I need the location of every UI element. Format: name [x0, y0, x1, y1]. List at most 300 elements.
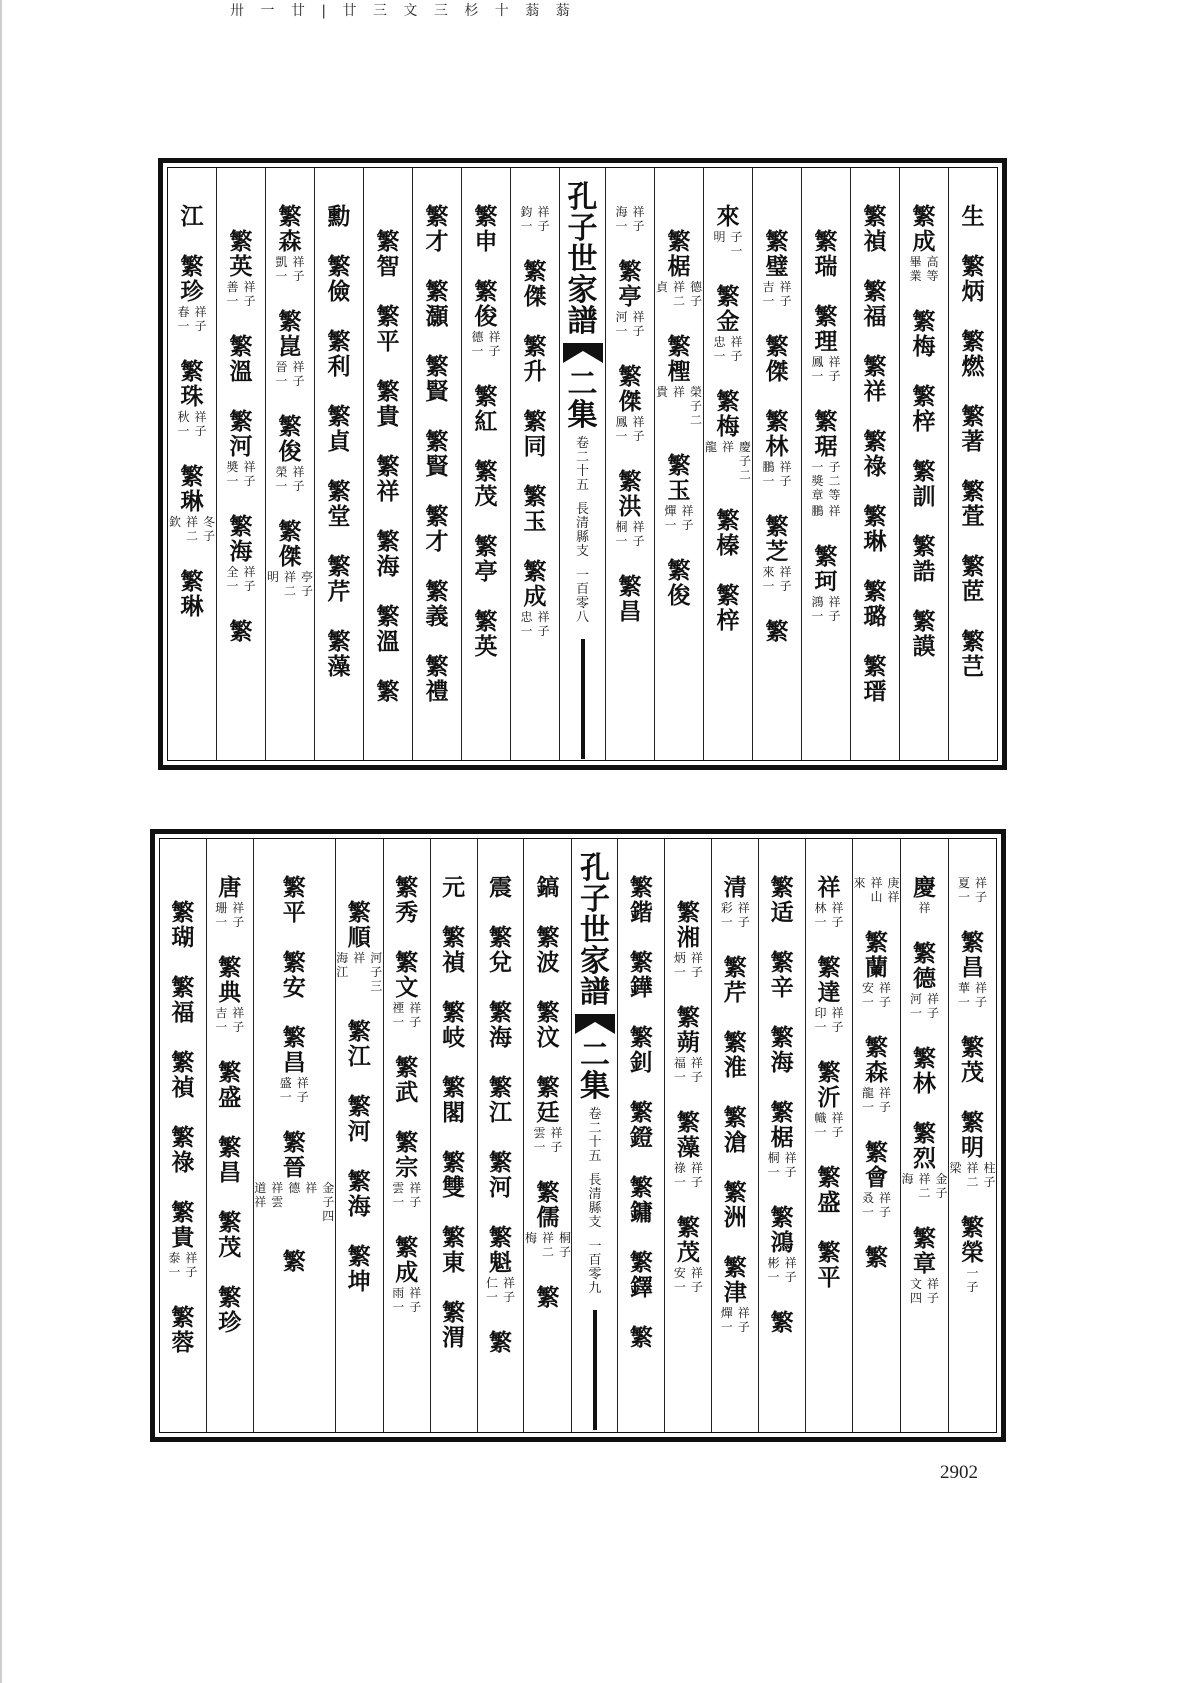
annotation-line: 祥 子	[681, 504, 694, 532]
name-entry: 申	[474, 228, 498, 255]
annotation-note	[486, 1276, 516, 1304]
name-entry: 蒴	[676, 1029, 700, 1056]
annotation-line: 貞	[655, 280, 668, 294]
name-entry: 檉	[667, 358, 691, 385]
name-entry: 秀	[395, 899, 419, 926]
annotation-line: 海 江	[336, 951, 349, 979]
annotation-line: 全 一	[226, 565, 239, 593]
spine-branch-char: 清	[575, 516, 589, 531]
name-entry: 繁	[865, 1244, 888, 1271]
annotation-note	[909, 255, 939, 283]
name-entry: 繁	[723, 1179, 747, 1206]
fish-tail-mark	[575, 1014, 615, 1034]
annotation-note	[254, 1181, 335, 1223]
name-entry: 崑	[278, 333, 302, 360]
genealogy-column	[664, 839, 711, 1432]
annotation-line: 祥 子	[409, 1001, 422, 1029]
genealogy-column	[168, 168, 216, 760]
annotation-line: 德 一	[471, 330, 484, 358]
spine-page-char: 百	[575, 582, 589, 597]
name-entry: 繁	[536, 1179, 560, 1206]
name-entry: 繁	[442, 924, 466, 951]
annotation-note	[767, 1151, 797, 1179]
annotation-note	[762, 460, 792, 488]
annotation-line: 林 一	[814, 901, 827, 929]
annotation-note	[392, 1181, 422, 1209]
annotation-line: 子 二 等	[828, 460, 841, 502]
annotation-line: 雨 一	[392, 1286, 405, 1314]
name-entry: 芝	[765, 538, 789, 565]
annotation-line: 鵬	[811, 504, 824, 518]
annotation-line: 燀 一	[720, 1306, 733, 1334]
annotation-note	[275, 465, 305, 493]
name-entry: 繁	[863, 278, 887, 305]
spine-volume-char: 卷	[588, 1107, 602, 1122]
name-entry: 繁	[442, 1149, 466, 1176]
spine-volume-char: 二	[575, 450, 589, 465]
annotation-note	[392, 1001, 422, 1029]
genealogy-column	[605, 168, 654, 760]
genealogy-column	[383, 839, 430, 1432]
genealogy-column	[899, 168, 948, 760]
annotation-line: 仁 一	[486, 1276, 499, 1304]
annotation-line: 祥 子	[632, 205, 645, 233]
annotation-line: 道 祥	[254, 1181, 267, 1209]
annotation-line: 祥 子	[779, 565, 792, 593]
annotation-line: 祥 子	[503, 1276, 516, 1304]
annotation-line: 奬 一	[226, 460, 239, 488]
annotation-line: 祥 子	[690, 1056, 703, 1084]
name-entry: 繁	[912, 203, 936, 230]
annotation-line: 祥 子	[194, 410, 207, 438]
annotation-note	[615, 415, 645, 443]
name-entry: 晉	[282, 1154, 306, 1181]
name-entry: 椐	[770, 1124, 794, 1151]
name-entry: 禎	[442, 949, 466, 976]
genealogy-page-bottom	[150, 829, 1006, 1442]
annotation-line: 文 四	[909, 1277, 922, 1305]
annotation-line: 祥 子	[690, 1161, 703, 1189]
name-entry: 玉	[523, 508, 547, 535]
name-entry: 繁	[229, 408, 253, 435]
name-entry: 萓	[961, 503, 985, 530]
name-entry: 訓	[912, 483, 936, 510]
page-number: 2902	[940, 1462, 978, 1483]
name-entry: 生	[961, 203, 985, 230]
name-entry: 繁	[376, 528, 400, 555]
genealogy-column	[900, 839, 948, 1432]
name-entry: 繁	[863, 428, 887, 455]
spine-rule	[593, 1310, 597, 1430]
name-entry: 梓	[912, 408, 936, 435]
name-entry: 森	[278, 228, 302, 255]
annotation-note	[918, 901, 931, 915]
genealogy-column	[206, 839, 253, 1432]
name-entry: 盛	[817, 1189, 841, 1216]
annotation-line: 祥 子	[926, 992, 939, 1020]
spine-title-char: 孔	[579, 851, 610, 886]
annotation-line: 凱 一	[275, 255, 288, 283]
name-entry: 海	[347, 1193, 371, 1220]
name-entry: 璐	[863, 603, 887, 630]
name-entry: 繁	[817, 954, 841, 981]
name-entry: 繁	[442, 1299, 466, 1326]
name-entry: 繁	[376, 378, 400, 405]
annotation-line: 龍 一	[861, 1086, 874, 1114]
name-entry: 繁	[961, 328, 985, 355]
annotation-line: 福 一	[673, 1056, 686, 1084]
name-entry: 才	[425, 528, 449, 555]
name-entry: 賢	[425, 378, 449, 405]
annotation-line: 祥 子	[926, 1277, 939, 1305]
annotation-line: 祥 子	[632, 520, 645, 548]
annotation-line: 鳳 一	[615, 415, 628, 443]
name-entry: 兌	[489, 949, 513, 976]
annotation-note	[673, 1161, 703, 1189]
name-entry: 繁	[282, 1129, 306, 1156]
name-entry: 繁	[347, 1018, 371, 1045]
name-entry: 智	[376, 253, 400, 280]
name-entry: 梅	[912, 333, 936, 360]
genealogy-column	[852, 839, 900, 1432]
spine-title-column	[559, 168, 605, 760]
name-entry: 鎬	[536, 874, 560, 901]
name-entry: 會	[865, 1164, 888, 1191]
name-entry: 茂	[961, 1059, 984, 1086]
name-entry: 繁	[282, 874, 306, 901]
annotation-line: 亭 子	[300, 570, 313, 598]
spine-title-char: 世	[567, 242, 598, 277]
genealogy-column	[216, 168, 265, 760]
annotation-note	[720, 1306, 750, 1334]
name-entry: 繁	[425, 578, 449, 605]
name-entry: 繁	[618, 363, 642, 390]
name-entry: 繁	[863, 653, 887, 680]
name-entry: 安	[282, 974, 306, 1001]
name-entry: 繁	[814, 228, 838, 255]
annotation-line: 祥	[918, 901, 931, 915]
annotation-line: 柱 子	[983, 1161, 996, 1189]
name-entry: 亭	[618, 283, 642, 310]
name-entry: 繁	[474, 203, 498, 230]
spine-volume-char: 五	[588, 1149, 602, 1164]
name-entry: 理	[814, 328, 838, 355]
name-entry: 平	[817, 1264, 841, 1291]
name-entry: 珍	[218, 1309, 242, 1336]
name-entry: 繁	[676, 1109, 700, 1136]
name-entry: 繁	[667, 557, 691, 584]
name-entry: 繁	[863, 503, 887, 530]
name-entry: 繁	[523, 333, 547, 360]
annotation-note	[168, 1251, 198, 1279]
name-entry: 繁	[629, 1249, 653, 1276]
annotation-note	[901, 1172, 948, 1200]
annotation-line: 祥 子	[632, 415, 645, 443]
name-entry: 茂	[218, 1234, 242, 1261]
name-entry: 盛	[218, 1084, 242, 1111]
name-entry: 繁	[489, 1149, 513, 1176]
name-entry: 繁	[523, 408, 547, 435]
name-entry: 亭	[474, 558, 498, 585]
name-entry: 繁	[395, 874, 419, 901]
name-entry: 繁	[425, 278, 449, 305]
name-entry: 茂	[474, 483, 498, 510]
annotation-note	[811, 355, 841, 383]
annotation-line: 彬 一	[767, 1256, 780, 1284]
annotation-note	[275, 255, 305, 283]
name-entry: 繁	[912, 608, 936, 635]
name-entry: 汶	[536, 1024, 560, 1051]
name-entry: 繁	[376, 453, 400, 480]
name-entry: 同	[523, 433, 547, 460]
name-entry: 繁	[278, 518, 302, 545]
name-entry: 義	[425, 603, 449, 630]
name-entry: 茝	[961, 578, 985, 605]
name-entry: 謨	[912, 633, 936, 660]
spine-volume-char: 十	[588, 1135, 602, 1150]
name-entry: 唐	[218, 874, 242, 901]
annotation-line: 祥	[353, 951, 366, 965]
name-entry: 才	[425, 228, 449, 255]
name-entry: 繁	[961, 1214, 984, 1241]
name-entry: 燃	[961, 353, 985, 380]
name-entry: 繁	[171, 1124, 195, 1151]
annotation-line: 祥 子	[784, 1256, 797, 1284]
name-entry: 德	[913, 965, 936, 992]
name-entry: 利	[327, 353, 351, 380]
annotation-line: 來 一	[762, 565, 775, 593]
annotation-line: 安 一	[861, 981, 874, 1009]
name-entry: 英	[474, 633, 498, 660]
name-entry: 繁	[347, 1093, 371, 1120]
name-entry: 繁	[618, 258, 642, 285]
annotation-line: 雲 一	[533, 1126, 546, 1154]
name-entry: 鐸	[629, 1274, 653, 1301]
name-entry: 玉	[667, 477, 691, 504]
name-entry: 繁	[863, 203, 887, 230]
name-entry: 著	[961, 428, 985, 455]
genealogy-column	[654, 168, 703, 760]
annotation-line: 祥 子	[974, 981, 987, 1009]
annotation-note	[853, 876, 900, 904]
name-entry: 禎	[863, 228, 887, 255]
name-entry: 儉	[327, 278, 351, 305]
genealogy-column	[711, 839, 758, 1432]
name-entry: 廷	[536, 1099, 560, 1126]
name-entry: 繁	[376, 603, 400, 630]
genealogy-column	[752, 168, 801, 760]
annotation-note	[656, 280, 703, 308]
name-entry: 繁	[961, 1034, 984, 1061]
annotation-note	[226, 280, 256, 308]
name-entry: 海	[229, 538, 253, 565]
name-entry: 璧	[765, 253, 789, 280]
name-entry: 繁	[667, 452, 691, 479]
annotation-line: 龍	[704, 440, 717, 454]
name-entry: 禮	[425, 678, 449, 705]
name-entry: 傑	[523, 283, 547, 310]
annotation-note	[720, 901, 750, 929]
annotation-line: 祥 子	[409, 1286, 422, 1314]
name-entry: 瑚	[171, 924, 195, 951]
name-entry: 繁	[218, 1284, 242, 1311]
annotation-line: 雲 一	[392, 1181, 405, 1209]
annotation-line: 祥 雲	[271, 1181, 284, 1209]
name-entry: 繁	[912, 458, 936, 485]
name-entry: 祿	[171, 1149, 195, 1176]
name-entry: 繁	[865, 1139, 888, 1166]
name-entry: 繁	[171, 1049, 195, 1076]
annotation-line: 一 子	[966, 1266, 979, 1294]
annotation-line: 夏 一	[957, 876, 970, 904]
annotation-note	[811, 595, 841, 623]
name-entry: 平	[376, 328, 400, 355]
annotation-note	[862, 1086, 892, 1114]
annotation-line: 祥 子	[878, 1086, 891, 1114]
annotation-note	[910, 992, 940, 1020]
name-entry: 繁	[218, 954, 242, 981]
name-entry: 炳	[961, 278, 985, 305]
genealogy-column	[510, 168, 559, 760]
annotation-line: 榮 一	[275, 465, 288, 493]
name-entry: 榮	[961, 1239, 984, 1266]
annotation-line: 祥 子	[243, 565, 256, 593]
name-entry: 瑞	[814, 253, 838, 280]
annotation-note	[673, 1056, 703, 1084]
name-entry: 昌	[282, 1049, 306, 1076]
name-entry: 武	[395, 1079, 419, 1106]
name-entry: 繁	[282, 1024, 306, 1051]
name-entry: 繁	[723, 954, 747, 981]
annotation-line: 河 子 三	[370, 951, 383, 993]
spine-collection-char: 集	[579, 1069, 610, 1104]
name-entry: 堂	[327, 503, 351, 530]
annotation-line: 祥	[828, 504, 841, 518]
name-entry: 閣	[442, 1099, 466, 1126]
annotation-line: 祥 二	[185, 515, 198, 543]
name-entry: 繁	[716, 283, 740, 310]
name-entry: 湘	[676, 924, 700, 951]
annotation-line: 海	[901, 1172, 914, 1186]
annotation-line: 鳳 一	[811, 355, 824, 383]
annotation-line: 畢 業	[909, 255, 922, 283]
spine-title-char: 子	[579, 882, 610, 917]
annotation-line: 秋 一	[177, 410, 190, 438]
name-entry: 繁	[395, 949, 419, 976]
name-entry: 渭	[442, 1324, 466, 1351]
annotation-line: 吉 一	[215, 1006, 228, 1034]
name-entry: 繁	[218, 1059, 242, 1086]
annotation-note	[910, 1277, 940, 1305]
name-entry: 禎	[171, 1074, 195, 1101]
name-entry: 繁	[863, 353, 887, 380]
annotation-line: 印 一	[814, 1006, 827, 1034]
name-entry: 來	[716, 203, 740, 230]
name-entry: 釗	[629, 1049, 653, 1076]
annotation-line: 祥 子	[632, 310, 645, 338]
annotation-line: 祥 子	[232, 1006, 245, 1034]
name-entry: 震	[489, 874, 513, 901]
annotation-line: 德 子	[689, 280, 702, 308]
name-entry: 繁	[229, 333, 253, 360]
name-entry: 繁	[395, 1054, 419, 1081]
name-entry: 繁	[629, 949, 653, 976]
annotation-line: 欽	[168, 515, 181, 529]
annotation-line: 河 一	[615, 310, 628, 338]
name-entry: 林	[765, 433, 789, 460]
spine-rule	[581, 639, 585, 759]
spine-collection-char: 集	[567, 398, 598, 433]
annotation-line: 祥 子	[550, 1126, 563, 1154]
name-entry: 繁	[327, 478, 351, 505]
annotation-line: 祥 二	[541, 1231, 554, 1259]
name-entry: 繁	[770, 949, 794, 976]
name-entry: 繁	[395, 1234, 419, 1261]
annotation-line: 珊 一	[215, 901, 228, 929]
annotation-line: 祥 子	[828, 355, 841, 383]
name-entry: 茂	[676, 1239, 700, 1266]
annotation-line: 春 一	[177, 305, 190, 333]
annotation-note	[267, 570, 314, 598]
name-entry: 繁	[218, 1134, 242, 1161]
name-entry: 芹	[327, 578, 351, 605]
name-entry: 繁	[961, 403, 985, 430]
annotation-line: 晉 一	[275, 360, 288, 388]
name-entry: 繁	[347, 1168, 371, 1195]
name-entry: 繁	[536, 924, 560, 951]
name-entry: 俊	[667, 582, 691, 609]
name-entry: 繁	[765, 333, 789, 360]
name-entry: 勳	[327, 203, 351, 230]
annotation-line: 祥 二	[966, 1161, 979, 1189]
name-entry: 達	[817, 979, 841, 1006]
name-entry: 榛	[716, 532, 740, 559]
name-entry: 繁	[376, 228, 400, 255]
name-entry: 章	[913, 1250, 936, 1277]
annotation-line: 祥 子	[737, 901, 750, 929]
spine-page-char: 零	[588, 1267, 602, 1282]
name-entry: 繁	[865, 929, 888, 956]
annotation-line: 祥 二	[672, 280, 685, 308]
annotation-line: 來	[853, 876, 866, 890]
spine-branch-char: 長	[575, 502, 589, 517]
annotation-line: 祥	[672, 385, 685, 399]
name-entry: 繁	[716, 507, 740, 534]
spine-title-char: 譜	[567, 304, 598, 339]
name-entry: 繁	[180, 568, 204, 595]
name-entry: 繁	[489, 999, 513, 1026]
annotation-note	[673, 951, 703, 979]
name-entry: 繁	[229, 513, 253, 540]
annotation-line: 祥 子	[292, 465, 305, 493]
name-entry: 鏵	[629, 974, 653, 1001]
name-entry: 繁	[425, 428, 449, 455]
name-entry: 繁	[180, 253, 204, 280]
name-entry: 繁	[770, 1099, 794, 1126]
annotation-line: 祥 子	[292, 360, 305, 388]
name-entry: 珂	[814, 568, 838, 595]
name-entry: 藻	[676, 1134, 700, 1161]
annotation-note	[615, 310, 645, 338]
annotation-line: 榮 子 二	[689, 385, 702, 427]
name-entry: 繁	[618, 468, 642, 495]
name-entry: 繁	[489, 1329, 513, 1356]
annotation-line: 祥 二	[918, 1172, 931, 1200]
annotation-note	[811, 504, 841, 518]
spine-volume-char: 二	[588, 1121, 602, 1136]
annotation-line: 祥 子	[292, 255, 305, 283]
name-entry: 繁	[489, 1074, 513, 1101]
